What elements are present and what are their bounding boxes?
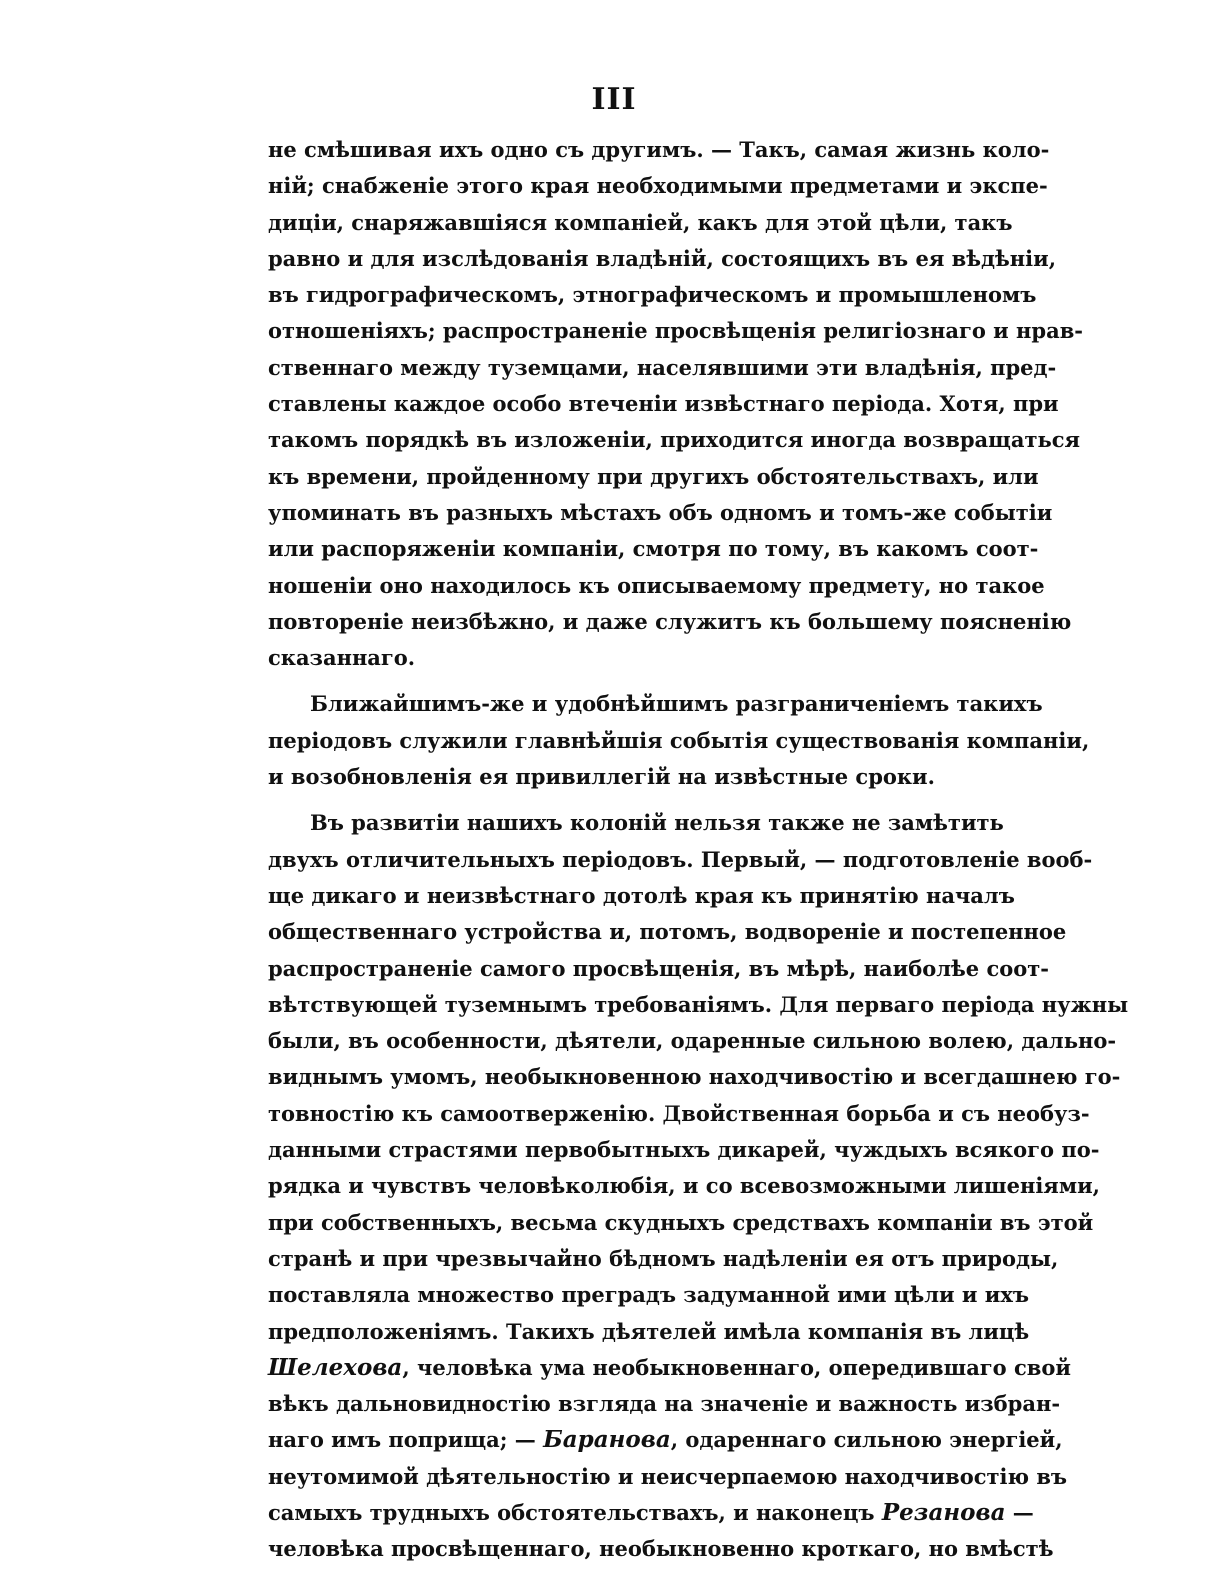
text-line: ставлены каждое особо втеченіи извѣстнаго періода. Хотя, при [268, 391, 1059, 417]
italic-name: Шелехова [268, 1353, 403, 1381]
paragraph-gap [268, 676, 964, 686]
text-line: данными страстями первобытныхъ дикарей, чуждыхъ всякого по- [268, 1137, 1100, 1163]
text-line: не смѣшивая ихъ одно съ другимъ. — Такъ, самая жизнь коло- [268, 137, 1050, 162]
text-line: человѣка просвѣщеннаго, необыкновенно кроткаго, но вмѣстѣ [268, 1536, 1054, 1562]
body-text [268, 132, 1129, 1568]
text-line: двухъ отличительныхъ періодовъ. Первый, — подготовленіе вооб- [268, 846, 1093, 872]
text-line: повтореніе неизбѣжно, и даже служитъ къ большему поясненію [268, 608, 1072, 634]
paragraph-gap [268, 795, 964, 805]
text-line: вѣтствующей туземнымъ требованіямъ. Для перваго періода нужны [268, 991, 1129, 1017]
paragraph [268, 132, 1084, 676]
italic-name: Резанова [881, 1498, 1006, 1526]
text-line: Шелехова, человѣка ума необыкновеннаго, опередившаго свой [268, 1353, 1071, 1381]
text-line: самыхъ трудныхъ обстоятельствахъ, и наконецъ Резанова — [268, 1498, 1034, 1526]
text-line: равно и для изслѣдованія владѣній, состоящихъ въ ея вѣдѣніи, [268, 245, 1057, 271]
text-line: наго имъ поприща; — Баранова, одареннаго сильною энергіей, [268, 1426, 1063, 1454]
text-line: общественнаго устройства и, потомъ, водвореніе и постепенное [268, 919, 1067, 945]
paragraph [268, 805, 1129, 1567]
text-line: распространеніе самого просвѣщенія, въ мѣрѣ, наиболѣе соот- [268, 955, 1050, 981]
text-line: странѣ и при чрезвычайно бѣдномъ надѣленіи ея отъ природы, [268, 1245, 1059, 1271]
text-line: были, въ особенности, дѣятели, одаренные сильною волею, дально- [268, 1028, 1117, 1054]
text-line: Ближайшимъ-же и удобнѣйшимъ разграниченіемъ такихъ [310, 691, 1043, 717]
text-line: и возобновленія ея привиллегій на извѣстные сроки. [268, 764, 935, 790]
page-number: III [591, 82, 637, 117]
text-line: предположеніямъ. Такихъ дѣятелей имѣла компанія въ лицѣ [268, 1318, 1030, 1344]
text-line: къ времени, пройденному при другихъ обстоятельствахъ, или [268, 463, 1039, 489]
text-line: или распоряженіи компаніи, смотря по тому, въ какомъ соот- [268, 536, 1039, 562]
text-line: диціи, снаряжавшіяся компаніей, какъ для этой цѣли, такъ [268, 209, 1013, 235]
text-line: ще дикаго и неизвѣстнаго дотолѣ края къ принятію началъ [268, 882, 1015, 908]
text-line: ношеніи оно находилось къ описываемому предмету, но такое [268, 572, 1045, 598]
text-line: ній; снабженіе этого края необходимыми предметами и экспе- [268, 173, 1048, 199]
paragraph [268, 686, 1090, 795]
text-line: поставляла множество преградъ задуманной ими цѣли и ихъ [268, 1282, 1030, 1308]
text-line: неутомимой дѣятельностію и неисчерпаемою находчивостію въ [268, 1463, 1068, 1489]
text-line: виднымъ умомъ, необыкновенною находчивостію и всегдашнею го- [268, 1064, 1121, 1090]
text-line: вѣкъ дальновидностію взгляда на значеніе и важность избран- [268, 1391, 1061, 1417]
text-line: рядка и чувствъ человѣколюбія, и со всевозможными лишеніями, [268, 1173, 1100, 1199]
text-line: товностію къ самоотверженію. Двойственная борьба и съ необуз- [268, 1100, 1090, 1126]
text-line: періодовъ служили главнѣйшія событія существованія компаніи, [268, 727, 1090, 753]
text-line: при собственныхъ, весьма скудныхъ средствахъ компаніи въ этой [268, 1209, 1094, 1235]
text-line: упоминать въ разныхъ мѣстахъ объ одномъ и томъ-же событіи [268, 499, 1053, 525]
text-line: сказаннаго. [268, 645, 416, 671]
italic-name: Баранова [543, 1426, 671, 1454]
text-line: такомъ порядкѣ въ изложеніи, приходится иногда возвращаться [268, 427, 1081, 453]
text-line: въ гидрографическомъ, этнографическомъ и промышленомъ [268, 282, 1037, 308]
text-line: ственнаго между туземцами, населявшими эти владѣнія, пред- [268, 354, 1057, 380]
text-line: Въ развитіи нашихъ колоній нельзя также не замѣтить [310, 810, 1004, 836]
text-line: отношеніяхъ; распространеніе просвѣщенія религіознаго и нрав- [268, 318, 1084, 344]
